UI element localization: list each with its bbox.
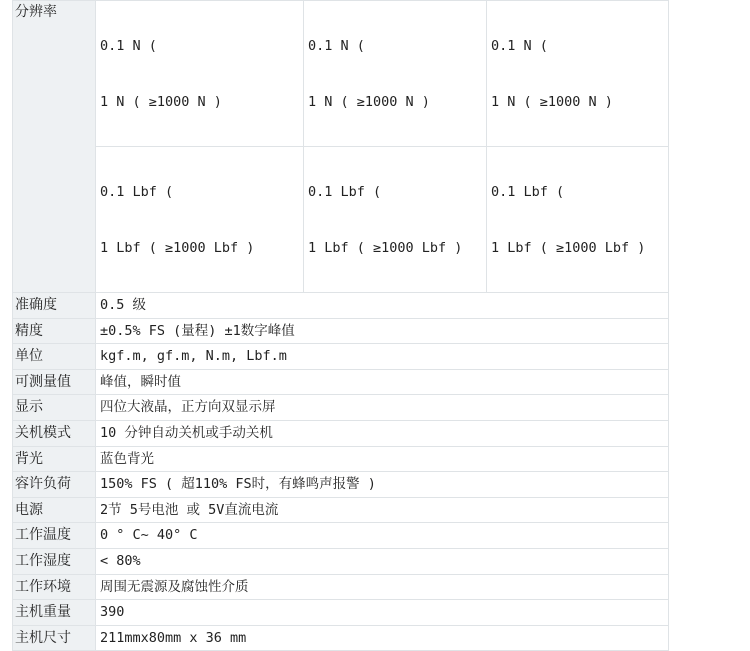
table-row bbox=[13, 574, 669, 600]
row-value: < 80% bbox=[96, 548, 669, 574]
resolution-label: 分辨率 bbox=[13, 1, 96, 293]
row-label: 工作湿度 bbox=[13, 548, 96, 574]
row-value: 峰值，瞬时值 bbox=[96, 369, 669, 395]
row-value: 390 bbox=[96, 600, 669, 626]
row-label: 单位 bbox=[13, 344, 96, 370]
table-row bbox=[13, 395, 669, 421]
row-value: 0 ° C~ 40° C bbox=[96, 523, 669, 549]
resolution-newton-cell bbox=[96, 1, 304, 147]
row-label: 电源 bbox=[13, 497, 96, 523]
row-label: 工作环境 bbox=[13, 574, 96, 600]
row-value: 10 分钟自动关机或手动关机 bbox=[96, 420, 669, 446]
resolution-newton-cell bbox=[487, 1, 669, 147]
resolution-lbf-cell bbox=[96, 147, 304, 293]
table-row bbox=[13, 318, 669, 344]
row-label: 精度 bbox=[13, 318, 96, 344]
table-row bbox=[13, 344, 669, 370]
resolution-newton-coarse: 1 N ( ≥1000 N ) bbox=[100, 94, 222, 110]
table-row bbox=[13, 600, 669, 626]
resolution-newton-coarse: 1 N ( ≥1000 N ) bbox=[491, 94, 613, 110]
row-value: 周围无震源及腐蚀性介质 bbox=[96, 574, 669, 600]
row-label: 显示 bbox=[13, 395, 96, 421]
resolution-row-lbf bbox=[13, 147, 669, 293]
row-value: 2节 5号电池 或 5V直流电流 bbox=[96, 497, 669, 523]
table-row bbox=[13, 446, 669, 472]
resolution-lbf-cell bbox=[487, 147, 669, 293]
resolution-newton-fine: 0.1 N ( bbox=[491, 38, 548, 54]
resolution-newton-coarse: 1 N ( ≥1000 N ) bbox=[308, 94, 430, 110]
table-row bbox=[13, 420, 669, 446]
table-row bbox=[13, 548, 669, 574]
resolution-newton-fine: 0.1 N ( bbox=[308, 38, 365, 54]
table-row bbox=[13, 497, 669, 523]
resolution-row-newton bbox=[13, 1, 669, 147]
row-value: kgf.m, gf.m, N.m, Lbf.m bbox=[96, 344, 669, 370]
table-row bbox=[13, 293, 669, 319]
resolution-lbf-fine: 0.1 Lbf ( bbox=[100, 184, 174, 200]
row-value: 211mmx80mm x 36 mm bbox=[96, 625, 669, 651]
table-row bbox=[13, 625, 669, 651]
resolution-lbf-coarse: 1 Lbf ( ≥1000 Lbf ) bbox=[100, 240, 255, 256]
row-label: 准确度 bbox=[13, 293, 96, 319]
resolution-lbf-fine: 0.1 Lbf ( bbox=[308, 184, 382, 200]
resolution-newton-fine: 0.1 N ( bbox=[100, 38, 157, 54]
row-label: 可测量值 bbox=[13, 369, 96, 395]
row-value: 150% FS ( 超110% FS时，有蜂鸣声报警 ) bbox=[96, 472, 669, 498]
row-label: 容许负荷 bbox=[13, 472, 96, 498]
resolution-lbf-fine: 0.1 Lbf ( bbox=[491, 184, 565, 200]
resolution-lbf-coarse: 1 Lbf ( ≥1000 Lbf ) bbox=[491, 240, 646, 256]
resolution-newton-cell bbox=[304, 1, 487, 147]
row-label: 主机重量 bbox=[13, 600, 96, 626]
spec-table bbox=[12, 0, 669, 651]
resolution-lbf-coarse: 1 Lbf ( ≥1000 Lbf ) bbox=[308, 240, 463, 256]
table-row bbox=[13, 523, 669, 549]
spec-rows bbox=[13, 293, 669, 651]
table-row bbox=[13, 369, 669, 395]
row-label: 主机尺寸 bbox=[13, 625, 96, 651]
row-label: 工作温度 bbox=[13, 523, 96, 549]
row-value: ±0.5% FS (量程) ±1数字峰值 bbox=[96, 318, 669, 344]
resolution-lbf-cell bbox=[304, 147, 487, 293]
row-value: 蓝色背光 bbox=[96, 446, 669, 472]
row-value: 0.5 级 bbox=[96, 293, 669, 319]
row-value: 四位大液晶，正方向双显示屏 bbox=[96, 395, 669, 421]
row-label: 关机模式 bbox=[13, 420, 96, 446]
table-row bbox=[13, 472, 669, 498]
row-label: 背光 bbox=[13, 446, 96, 472]
